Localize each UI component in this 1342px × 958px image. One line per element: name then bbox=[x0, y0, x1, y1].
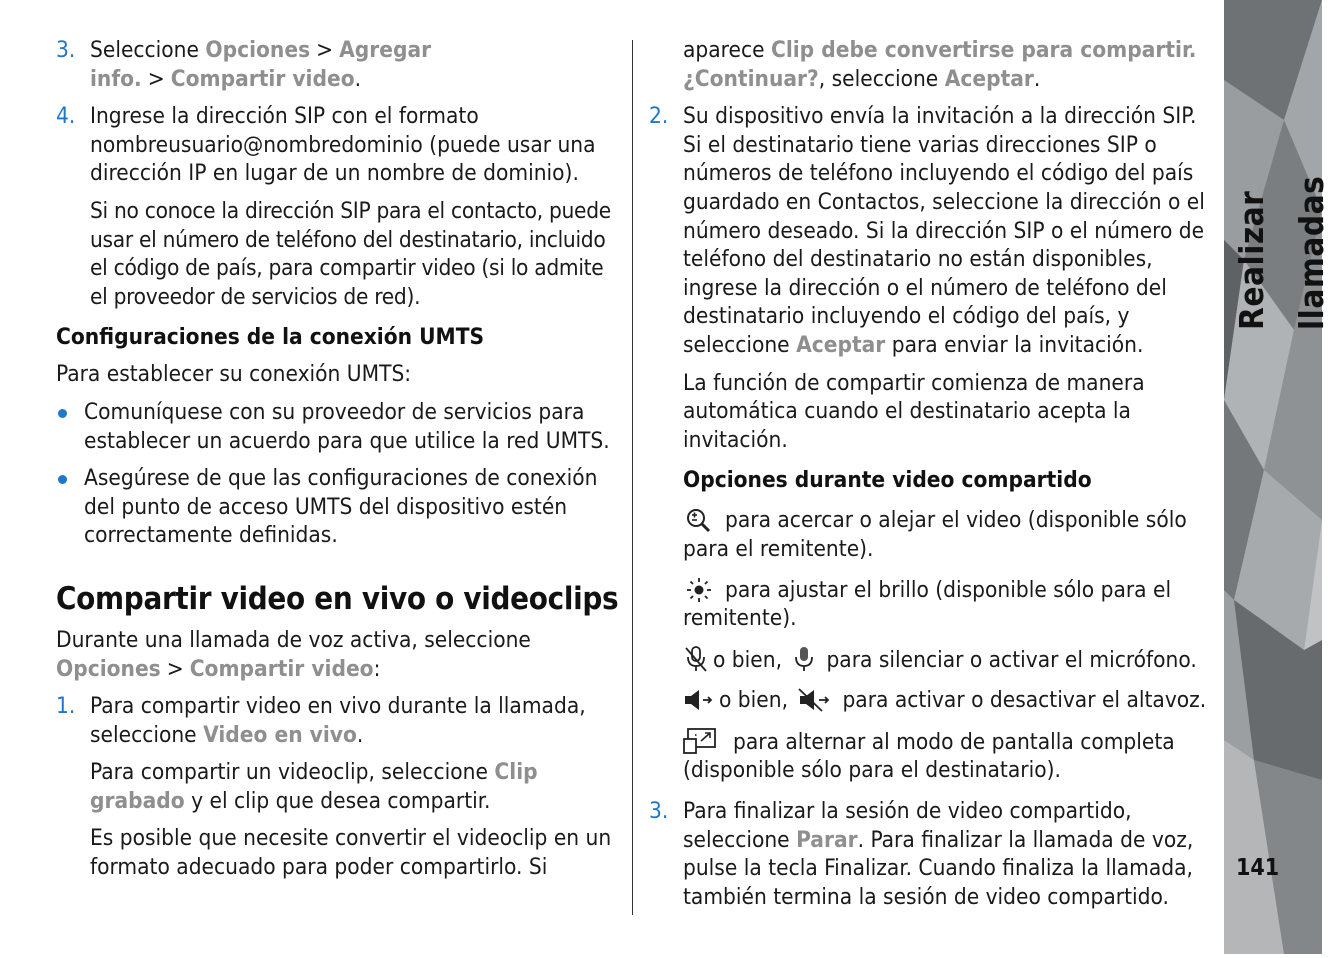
option-text: para acercar o alejar el video (disponible sólo para el remitente). bbox=[683, 507, 1187, 562]
column-divider bbox=[632, 40, 633, 915]
share-step-1-convert: Es posible que necesite convertir el videoclip en un formato adecuado para poder compartirlo. Si bbox=[90, 825, 612, 881]
right-column bbox=[649, 36, 1213, 911]
step-4-note: Si no conoce la dirección SIP para el contacto, puede usar el número de teléfono del destinatario, incluido el código de país, para compartir video (si lo admite el proveedor de servicios de red). bbox=[90, 197, 611, 310]
step-text: , seleccione bbox=[818, 65, 945, 92]
step-text: Su dispositivo envía la invitación a la dirección SIP. Si el destinatario tiene varias direcciones SIP o números de teléfono incluyendo el código del país guardado en Contactos, seleccione la dirección o el número deseado. Si la dirección SIP o el número de teléfono del destinatario no están disponibles, ingrese la dirección o el número de teléfono del destinatario incluyendo el código del país, y seleccione bbox=[683, 103, 1205, 358]
menu-separator: > bbox=[316, 37, 334, 63]
menu-opciones: Opciones bbox=[205, 37, 311, 63]
section-intro bbox=[56, 626, 622, 683]
left-column bbox=[56, 36, 622, 882]
menu-parar: Parar bbox=[796, 826, 858, 853]
menu-aceptar: Aceptar bbox=[944, 65, 1034, 92]
fullscreen-icon bbox=[683, 727, 717, 755]
share-step-2 bbox=[649, 102, 1213, 359]
umts-heading: Configuraciones de la conexión UMTS bbox=[56, 324, 485, 351]
step-number: 1. bbox=[56, 693, 76, 720]
menu-compartir-video: Compartir video bbox=[170, 65, 355, 92]
share-step-1-clip bbox=[56, 758, 622, 815]
step-text: . Para finalizar la llamada de voz, pulse la tecla Finalizar. Cuando finaliza la llamada, también termina la sesión de video compartido. bbox=[683, 826, 1194, 910]
option-microphone bbox=[683, 645, 1213, 675]
menu-aceptar: Aceptar bbox=[796, 331, 886, 358]
option-text: para ajustar el brillo (disponible sólo para el remitente). bbox=[683, 576, 1172, 632]
option-text: o bien, bbox=[719, 687, 789, 714]
menu-separator: > bbox=[147, 65, 165, 92]
section-title: Compartir video en vivo o videoclips bbox=[56, 580, 619, 617]
menu-separator: > bbox=[166, 655, 184, 682]
option-brightness bbox=[683, 576, 1213, 633]
menu-compartir-video: Compartir video bbox=[189, 655, 374, 682]
share-step-2-note: La función de compartir comienza de manera automática cuando el destinatario acepta la invitación. bbox=[683, 369, 1145, 453]
step-text: Seleccione bbox=[90, 37, 206, 63]
option-text: para alternar al modo de pantalla completa (disponible sólo para el destinatario). bbox=[683, 728, 1175, 784]
mic-muted-icon bbox=[683, 645, 709, 673]
punctuation: . bbox=[354, 65, 362, 92]
zoom-icon bbox=[683, 507, 715, 533]
punctuation: . bbox=[356, 721, 364, 748]
option-speaker bbox=[683, 686, 1213, 715]
share-step-1 bbox=[56, 692, 622, 749]
menu-agregar-info: Agregar info. bbox=[90, 37, 432, 92]
mic-icon bbox=[792, 645, 816, 673]
punctuation: . bbox=[1033, 65, 1041, 92]
step-text: para enviar la invitación. bbox=[885, 331, 1144, 358]
page-number: 141 bbox=[1236, 855, 1280, 881]
umts-bullet-1: Comuníquese con su proveedor de servicios para establecer un acuerdo para que utilice la red UMTS. bbox=[56, 398, 622, 455]
option-text: o bien, bbox=[713, 646, 783, 673]
option-text: para silenciar o activar el micrófono. bbox=[826, 646, 1197, 673]
punctuation: : bbox=[373, 655, 381, 682]
step-text: Para finalizar la sesión de video compartido, seleccione bbox=[683, 798, 1132, 853]
step-text: aparece bbox=[683, 37, 771, 63]
step-number: 3. bbox=[56, 37, 76, 63]
umts-intro: Para establecer su conexión UMTS: bbox=[56, 361, 412, 388]
step-4 bbox=[56, 102, 622, 188]
option-fullscreen bbox=[683, 727, 1213, 785]
umts-bullet-2: Asegúrese de que las configuraciones de conexión del punto de acceso UMTS del dispositivo estén correctamente definidas. bbox=[56, 464, 622, 550]
speaker-muted-icon bbox=[798, 687, 832, 713]
options-heading: Opciones durante video compartido bbox=[683, 467, 1092, 494]
step-text: Para compartir video en vivo durante la llamada, seleccione bbox=[90, 693, 586, 748]
menu-video-en-vivo: Video en vivo bbox=[203, 721, 357, 748]
convert-continuation bbox=[683, 36, 1213, 93]
share-step-3 bbox=[649, 797, 1213, 911]
sidebar-chapter-title: Realizar llamadas bbox=[1232, 175, 1331, 330]
step-number: 4. bbox=[56, 103, 76, 130]
menu-clip-debe-convertirse: Clip debe convertirse para compartir. ¿Continuar? bbox=[683, 37, 1197, 92]
intro-text: Durante una llamada de voz activa, seleccione bbox=[56, 626, 531, 653]
brightness-icon bbox=[683, 577, 715, 603]
option-text: para activar o desactivar el altavoz. bbox=[842, 687, 1207, 714]
step-3 bbox=[56, 36, 622, 93]
step-text: Ingrese la dirección SIP con el formato nombreusuario@nombredominio (puede usar una dirección IP en lugar de un nombre de dominio). bbox=[90, 103, 596, 187]
step-number: 3. bbox=[649, 798, 669, 825]
menu-opciones: Opciones bbox=[56, 655, 161, 682]
option-zoom bbox=[683, 506, 1213, 563]
step-text: Para compartir un videoclip, seleccione bbox=[90, 759, 495, 786]
menu-clip-grabado: Clip grabado bbox=[90, 759, 538, 814]
speaker-icon bbox=[683, 687, 715, 713]
step-text: y el clip que desea compartir. bbox=[184, 787, 491, 814]
step-number: 2. bbox=[649, 103, 669, 130]
